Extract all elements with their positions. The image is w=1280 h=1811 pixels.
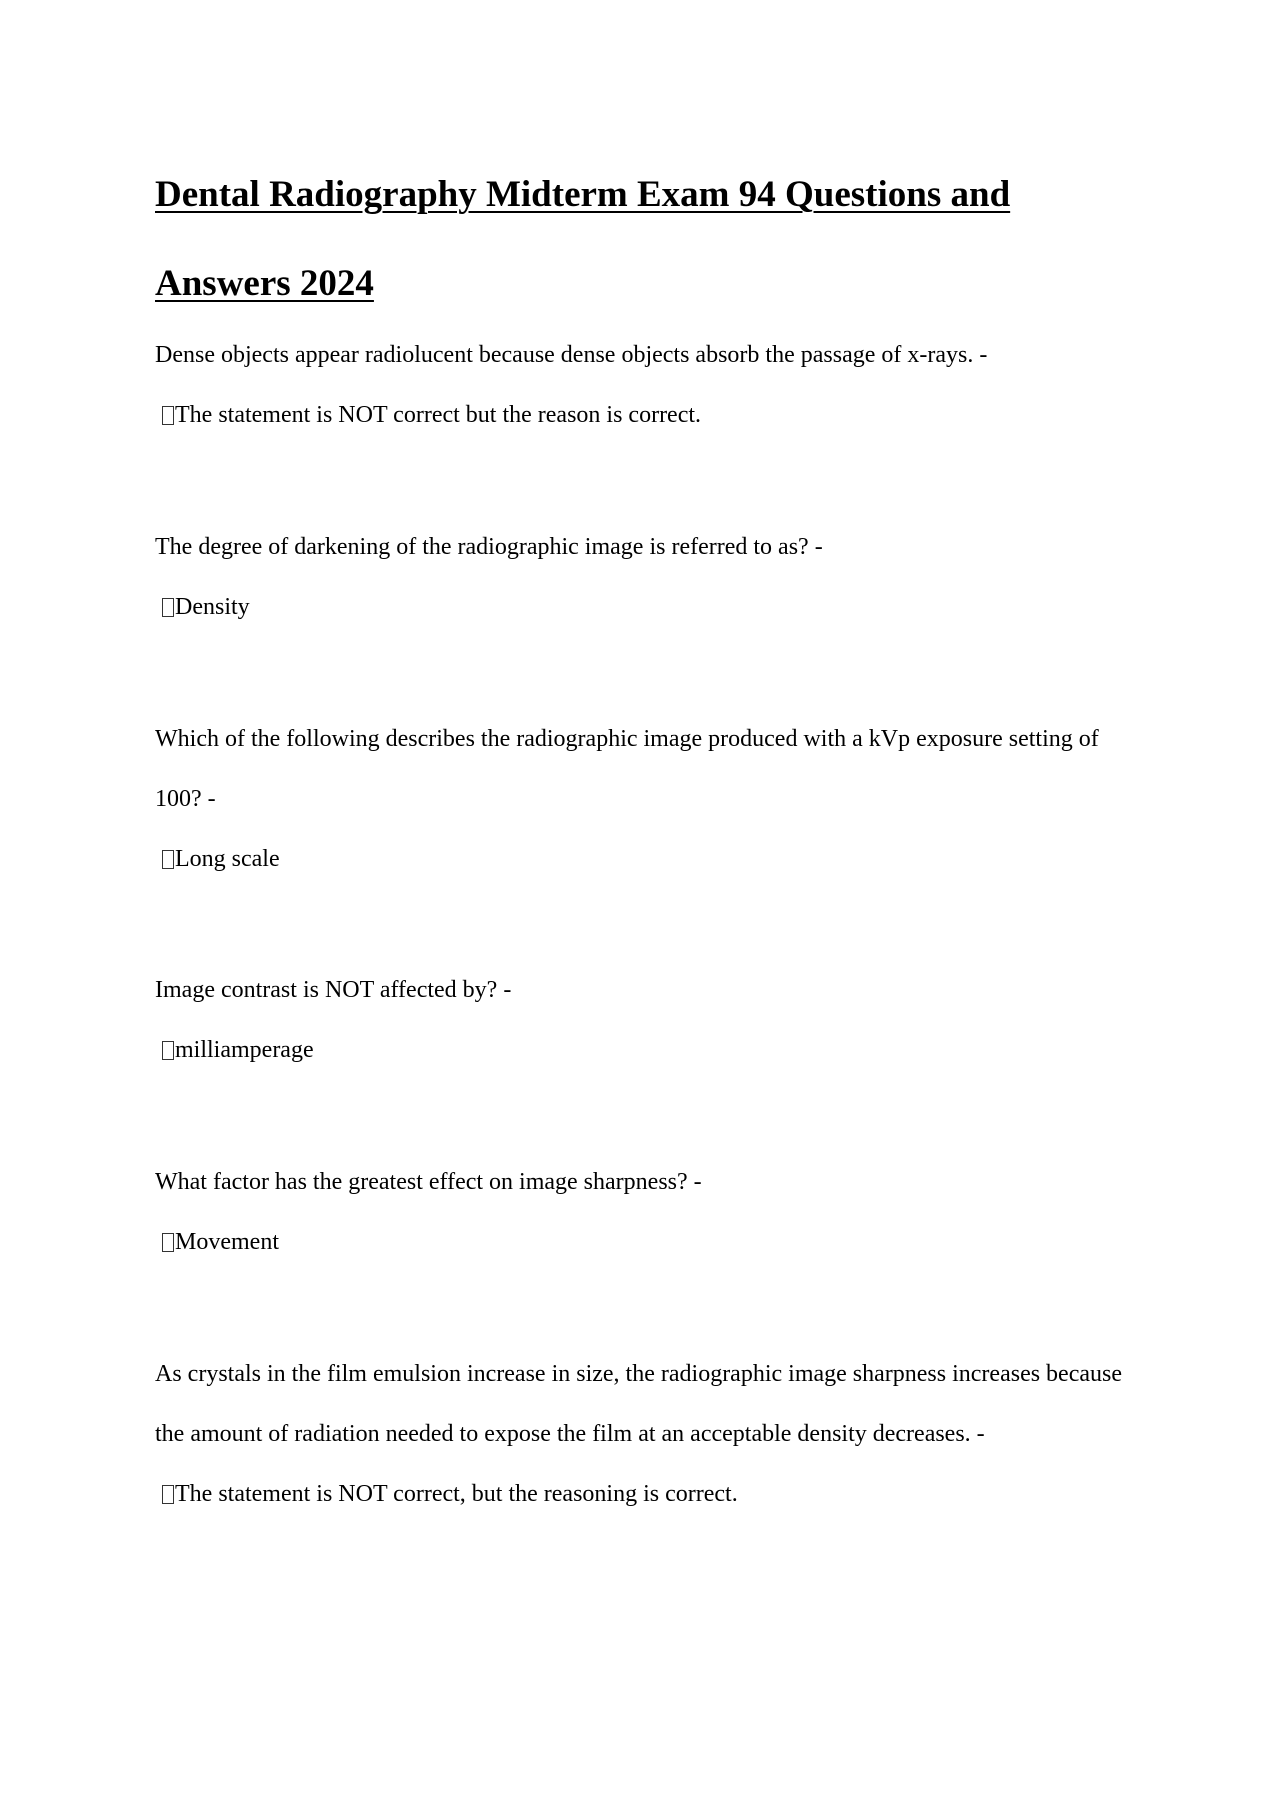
answer-text: Density	[175, 594, 250, 620]
answer-text: The statement is NOT correct, but the reasoning is correct.	[175, 1481, 738, 1507]
answer-box-icon	[162, 598, 174, 617]
qa-item	[155, 517, 1135, 637]
question-text: Dense objects appear radiolucent because dense objects absorb the passage of x-rays. -	[155, 342, 988, 368]
question-text: The degree of darkening of the radiographic image is referred to as? -	[155, 534, 823, 560]
answer-box-icon	[162, 406, 174, 425]
question-text: As crystals in the film emulsion increase in size, the radiographic image sharpness increases because the amount of radiation needed to expose the film at an acceptable density decreases. -	[155, 1361, 1129, 1447]
answer-box-icon	[162, 1041, 174, 1060]
answer-box-icon	[162, 1485, 174, 1504]
qa-item	[155, 709, 1135, 889]
answer-line	[155, 1464, 1135, 1524]
answer-line	[155, 577, 1135, 637]
answer-line	[155, 385, 1135, 445]
answer-text: The statement is NOT correct but the reason is correct.	[175, 402, 702, 428]
qa-item	[155, 1344, 1135, 1524]
answer-text: Long scale	[175, 846, 280, 872]
answer-box-icon	[162, 850, 174, 869]
question-text: Which of the following describes the radiographic image produced with a kVp exposure setting of 100? -	[155, 726, 1105, 812]
answer-line	[155, 829, 1135, 889]
answer-line	[155, 1212, 1135, 1272]
answer-box-icon	[162, 1233, 174, 1252]
answer-text: milliamperage	[175, 1037, 314, 1063]
answer-line	[155, 1020, 1135, 1080]
qa-item	[155, 1152, 1135, 1272]
document-title: Dental Radiography Midterm Exam 94 Questions and Answers 2024	[155, 174, 1011, 304]
answer-text: Movement	[175, 1229, 279, 1255]
qa-item	[155, 325, 1135, 445]
question-text: What factor has the greatest effect on image sharpness? -	[155, 1169, 702, 1195]
qa-item	[155, 960, 1135, 1080]
question-text: Image contrast is NOT affected by? -	[155, 977, 512, 1003]
